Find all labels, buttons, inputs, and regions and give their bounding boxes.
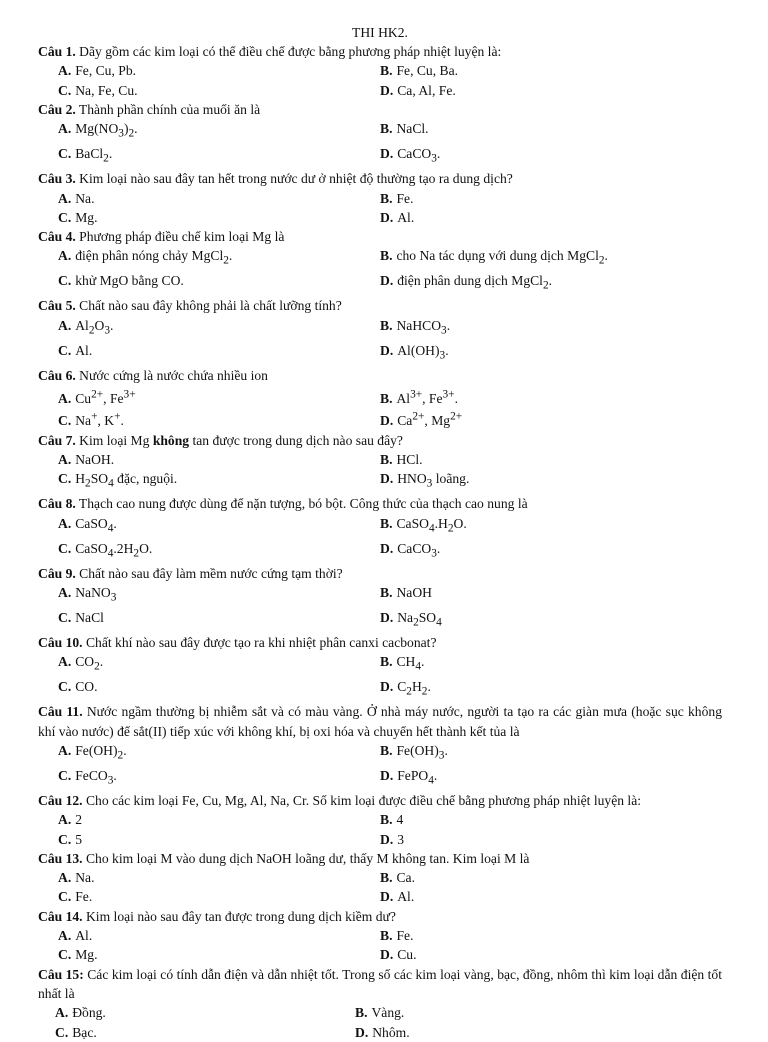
answer-options: [38, 385, 722, 431]
option-key: C.: [58, 342, 72, 358]
question-12: [38, 791, 722, 849]
answer-option-c: [58, 208, 380, 227]
option-key: B.: [380, 452, 393, 468]
question-number: Câu 5.: [38, 298, 76, 314]
option-key: A.: [58, 870, 72, 886]
question-stem: Nước ngầm thường bị nhiễm sắt và có màu vàng. Ở nhà máy nước, người ta tạo ra các giàn mưa (hoặc sục không khí vào nước) để sắt(II) tiếp xúc với không khí, bị oxi hóa và chuyển hết thành kết tủa là: [38, 704, 722, 739]
answer-options: [38, 652, 722, 702]
option-key: A.: [58, 317, 72, 333]
answer-options: [38, 246, 722, 296]
answer-option-c: [58, 945, 380, 964]
option-text: 2: [75, 812, 83, 828]
answer-options: [38, 514, 722, 564]
answer-option-c: [58, 144, 380, 169]
question-number: Câu 3.: [38, 171, 76, 187]
question-10: [38, 633, 722, 702]
answer-option-a: [58, 926, 380, 945]
option-text: Fe.: [396, 190, 414, 206]
answer-option-b: [380, 189, 722, 208]
answer-option-c: [58, 830, 380, 849]
option-text: $Al_2O_3$.: [75, 317, 114, 337]
option-key: B.: [380, 63, 393, 79]
question-stem: Cho các kim loại Fe, Cu, Mg, Al, Na, Cr. Số kim loại được điều chế bằng phương pháp nhiệt luyện là:: [82, 792, 642, 808]
option-text: khử MgO bằng CO.: [75, 273, 184, 289]
option-text: NaOH.: [75, 452, 115, 468]
option-text: Na.: [75, 870, 95, 886]
option-text: 5: [75, 831, 83, 847]
option-text: Bạc.: [72, 1024, 97, 1040]
answer-option-c: [58, 539, 380, 564]
option-key: B.: [355, 1005, 368, 1021]
option-text: Đồng.: [72, 1005, 106, 1021]
answer-option-d: [380, 945, 722, 964]
option-text: Na, Fe, Cu.: [75, 82, 138, 98]
question-number: Câu 15:: [38, 966, 84, 982]
answer-option-d: [380, 408, 722, 431]
option-key: C.: [58, 413, 72, 429]
option-text: Ca.: [396, 870, 415, 886]
answer-option-a: [58, 810, 380, 829]
option-text: FePO$_4$.: [397, 767, 438, 787]
question-text: [38, 494, 722, 513]
option-key: D.: [380, 540, 394, 556]
option-text: BaCl$_2$.: [75, 146, 113, 165]
option-key: D.: [380, 471, 394, 487]
question-number: Câu 11.: [38, 704, 83, 720]
answer-option-c: [58, 341, 380, 366]
answer-option-d: [380, 271, 722, 296]
option-text: $CH_4$.: [396, 654, 425, 673]
answer-option-b: [355, 1003, 722, 1022]
option-key: C.: [55, 1024, 69, 1040]
option-text: Na.: [75, 190, 95, 206]
answer-option-d: [380, 539, 722, 564]
option-key: D.: [380, 413, 394, 429]
question-text: [38, 791, 722, 810]
question-4: [38, 227, 722, 296]
question-stem: Nước cứng là nước chứa nhiều ion: [75, 367, 268, 383]
option-key: C.: [58, 146, 72, 162]
option-text: 3: [397, 831, 405, 847]
question-text: [38, 227, 722, 246]
option-text: Ca, Al, Fe.: [397, 82, 456, 98]
answer-options: [38, 810, 722, 849]
option-text: Mg.: [75, 947, 98, 963]
answer-option-a: [58, 316, 380, 341]
option-key: A.: [58, 654, 72, 670]
option-key: B.: [380, 812, 393, 828]
answer-option-d: [380, 608, 722, 633]
option-key: A.: [58, 452, 72, 468]
option-key: C.: [58, 609, 72, 625]
option-key: A.: [58, 248, 72, 264]
question-list: [38, 42, 722, 1042]
option-key: C.: [58, 947, 72, 963]
question-stem: Kim loại nào sau đây tan được trong dung dịch kiềm dư?: [82, 908, 396, 924]
answer-option-b: [380, 741, 722, 766]
option-text: Fe.: [75, 889, 93, 905]
option-text: $Fe(OH)_2$.: [75, 742, 127, 762]
question-number: Câu 13.: [38, 850, 83, 866]
option-key: D.: [380, 209, 394, 225]
question-text: [38, 907, 722, 926]
option-key: D.: [380, 146, 394, 162]
answer-option-d: [380, 677, 722, 702]
option-text: $HNO_3$ loãng.: [397, 471, 470, 491]
answer-option-a: [58, 385, 380, 408]
option-key: B.: [380, 742, 393, 758]
question-7: [38, 431, 722, 495]
question-text: [38, 965, 722, 1004]
option-key: C.: [58, 831, 72, 847]
answer-option-c: [58, 608, 380, 633]
option-key: A.: [58, 742, 72, 758]
option-text: Vàng.: [371, 1005, 405, 1021]
option-key: C.: [58, 209, 72, 225]
answer-option-b: [380, 583, 722, 608]
page-title: THI HK2.: [352, 25, 408, 40]
option-key: A.: [58, 63, 72, 79]
option-text: Fe, Cu, Ba.: [396, 63, 459, 79]
answer-options: [38, 61, 722, 100]
answer-option-c: [58, 887, 380, 906]
question-1: [38, 42, 722, 100]
question-number: Câu 1.: [38, 44, 76, 59]
option-text: $Na_2SO_4$: [397, 609, 442, 629]
option-key: D.: [380, 342, 394, 358]
answer-option-b: [380, 450, 722, 469]
option-text: Cu.: [397, 947, 417, 963]
answer-options: [38, 868, 722, 907]
question-stem: Dãy gồm các kim loại có thể điều chế được bằng phương pháp nhiệt luyện là:: [75, 44, 502, 59]
option-key: A.: [58, 121, 72, 137]
option-key: A.: [58, 390, 72, 406]
question-15: [38, 965, 722, 1042]
question-text: [38, 849, 722, 868]
question-number: Câu 9.: [38, 565, 76, 581]
question-text: [38, 702, 722, 741]
option-key: C.: [58, 273, 72, 289]
answer-option-d: [380, 208, 722, 227]
option-text: NaHCO$_3$.: [396, 317, 451, 337]
question-2: [38, 100, 722, 169]
option-key: B.: [380, 248, 393, 264]
question-number: Câu 4.: [38, 229, 76, 245]
answer-option-c: [58, 469, 380, 494]
answer-option-a: [58, 514, 380, 539]
question-number: Câu 2.: [38, 101, 76, 117]
option-text: $CO_2$.: [75, 654, 104, 673]
option-text: $Cu^{2+}$, $Fe^{3+}$: [75, 388, 136, 406]
answer-option-b: [380, 652, 722, 677]
question-8: [38, 494, 722, 563]
question-stem: Các kim loại có tính dẫn điện và dẫn nhiệt tốt. Trong số các kim loại vàng, bạc, đồng, nhôm thì kim loại dẫn điện tốt nhất là: [38, 966, 722, 1001]
option-text: 4: [396, 812, 404, 828]
question-text: [38, 431, 722, 450]
answer-options: [38, 926, 722, 965]
answer-option-d: [380, 469, 722, 494]
option-key: A.: [58, 812, 72, 828]
answer-option-a: [58, 119, 380, 144]
option-text: $Al(OH)_3$.: [397, 342, 449, 362]
question-stem: Chất nào sau đây không phải là chất lưỡng tính?: [75, 298, 342, 314]
option-key: D.: [380, 679, 394, 695]
option-text: NaCl.: [396, 121, 429, 137]
question-number: Câu 7.: [38, 432, 76, 448]
option-key: B.: [380, 584, 393, 600]
question-13: [38, 849, 722, 907]
answer-options: [38, 741, 722, 791]
question-text: [38, 42, 722, 61]
question-11: [38, 702, 722, 791]
option-key: C.: [58, 889, 72, 905]
option-text: cho Na tác dụng với dung dịch MgCl$_2$.: [396, 248, 608, 268]
answer-option-d: [380, 144, 722, 169]
question-stem: Phương pháp điều chế kim loại Mg là: [75, 229, 285, 245]
question-stem: Thành phần chính của muối ăn là: [75, 101, 261, 117]
option-text: điện phân dung dịch MgCl$_2$.: [397, 273, 553, 293]
question-number: Câu 14.: [38, 908, 83, 924]
question-text: [38, 564, 722, 583]
question-text: [38, 633, 722, 652]
answer-option-c: [58, 677, 380, 702]
answer-option-a: [58, 189, 380, 208]
answer-option-a: [58, 741, 380, 766]
option-key: D.: [380, 273, 394, 289]
answer-option-d: [380, 887, 722, 906]
answer-option-b: [380, 385, 722, 408]
option-text: Al.: [75, 342, 93, 358]
option-text: điện phân nóng chảy MgCl$_2$.: [75, 248, 233, 268]
answer-options: [38, 583, 722, 633]
option-key: C.: [58, 540, 72, 556]
question-stem: Kim loại Mg không tan được trong dung dịch nào sau đây?: [75, 432, 403, 448]
answer-option-c: [58, 408, 380, 431]
answer-option-b: [380, 246, 722, 271]
answer-option-d: [380, 81, 722, 100]
option-key: A.: [58, 584, 72, 600]
question-9: [38, 564, 722, 633]
question-number: Câu 10.: [38, 634, 83, 650]
answer-option-a: [58, 583, 380, 608]
option-text: Mg.: [75, 209, 98, 225]
answer-option-a: [55, 1003, 355, 1022]
answer-options: [38, 316, 722, 366]
question-number: Câu 8.: [38, 496, 76, 512]
option-key: B.: [380, 515, 393, 531]
option-key: C.: [58, 82, 72, 98]
answer-option-a: [58, 246, 380, 271]
answer-option-d: [380, 341, 722, 366]
answer-option-a: [58, 652, 380, 677]
answer-option-b: [380, 316, 722, 341]
option-text: $Ca^{2+}$, $Mg^{2+}$: [397, 410, 463, 429]
answer-option-b: [380, 926, 722, 945]
option-text: Na+, K+.: [75, 410, 124, 429]
option-key: D.: [380, 831, 394, 847]
option-text: $CaSO_4.H_2O$.: [396, 515, 467, 535]
option-key: B.: [380, 870, 393, 886]
question-stem: Cho kim loại M vào dung dịch NaOH loãng dư, thấy M không tan. Kim loại M là: [82, 850, 530, 866]
question-stem: Thạch cao nung được dùng để nặn tượng, bó bột. Công thức của thạch cao nung là: [75, 496, 528, 512]
option-text: CaCO$_3$.: [397, 540, 441, 560]
answer-options: [38, 119, 722, 169]
option-key: C.: [58, 767, 72, 783]
question-number: Câu 12.: [38, 792, 83, 808]
option-text: $C_2H_2$.: [397, 679, 431, 699]
answer-option-c: [58, 81, 380, 100]
answer-option-c: [55, 1023, 355, 1042]
answer-option-d: [380, 766, 722, 791]
option-text: Fe.: [396, 928, 414, 944]
option-text: Al.: [75, 928, 93, 944]
option-text: Fe, Cu, Pb.: [75, 63, 137, 79]
option-key: D.: [380, 767, 394, 783]
option-text: NaOH: [396, 584, 432, 600]
option-text: $Mg(NO_3)_2$.: [75, 121, 138, 140]
option-key: B.: [380, 654, 393, 670]
option-key: B.: [380, 190, 393, 206]
option-key: A.: [58, 928, 72, 944]
answer-option-b: [380, 61, 722, 80]
option-key: D.: [380, 947, 394, 963]
question-stem: Chất khí nào sau đây được tạo ra khi nhiệt phân canxi cacbonat?: [82, 634, 437, 650]
option-text: HCl.: [396, 452, 423, 468]
question-6: [38, 366, 722, 431]
answer-option-b: [380, 810, 722, 829]
answer-option-a: [58, 868, 380, 887]
option-key: D.: [380, 609, 394, 625]
option-key: B.: [380, 390, 393, 406]
option-key: B.: [380, 928, 393, 944]
option-text: Al.: [397, 889, 415, 905]
answer-option-c: [58, 271, 380, 296]
option-text: $H_2SO_4$ đặc, nguội.: [75, 471, 178, 491]
question-3: [38, 169, 722, 227]
question-text: [38, 100, 722, 119]
answer-options: [38, 1003, 722, 1042]
question-number: Câu 6.: [38, 367, 76, 383]
answer-option-d: [355, 1023, 722, 1042]
option-text: $CaSO_4.2H_2O$.: [75, 540, 153, 560]
option-key: D.: [355, 1024, 369, 1040]
option-text: CaCO$_3$.: [397, 146, 441, 165]
answer-option-a: [58, 450, 380, 469]
option-key: A.: [58, 190, 72, 206]
option-text: $Fe(OH)_3$.: [396, 742, 448, 762]
answer-option-c: [58, 766, 380, 791]
answer-options: [38, 189, 722, 228]
option-text: FeCO$_3$.: [75, 767, 117, 787]
option-key: D.: [380, 889, 394, 905]
answer-option-b: [380, 119, 722, 144]
answer-options: [38, 450, 722, 494]
option-key: B.: [380, 317, 393, 333]
question-text: [38, 169, 722, 188]
answer-option-b: [380, 868, 722, 887]
answer-option-a: [58, 61, 380, 80]
option-text: Al.: [397, 209, 415, 225]
option-text: NaCl: [75, 609, 104, 625]
option-key: C.: [58, 679, 72, 695]
option-key: B.: [380, 121, 393, 137]
answer-option-d: [380, 830, 722, 849]
question-14: [38, 907, 722, 965]
option-text: CaSO$_4$.: [75, 515, 117, 535]
question-text: [38, 296, 722, 315]
option-text: $Al^{3+}$, $Fe^{3+}$.: [396, 388, 458, 406]
option-key: A.: [55, 1005, 69, 1021]
question-stem: Kim loại nào sau đây tan hết trong nước dư ở nhiệt độ thường tạo ra dung dịch?: [75, 171, 513, 187]
question-stem: Chất nào sau đây làm mềm nước cứng tạm thời?: [75, 565, 343, 581]
question-5: [38, 296, 722, 365]
option-key: A.: [58, 515, 72, 531]
option-text: CO.: [75, 679, 98, 695]
option-text: Nhôm.: [372, 1024, 410, 1040]
option-key: D.: [380, 82, 394, 98]
question-text: [38, 366, 722, 385]
answer-option-b: [380, 514, 722, 539]
option-key: C.: [58, 471, 72, 487]
option-text: NaNO$_3$: [75, 584, 117, 604]
